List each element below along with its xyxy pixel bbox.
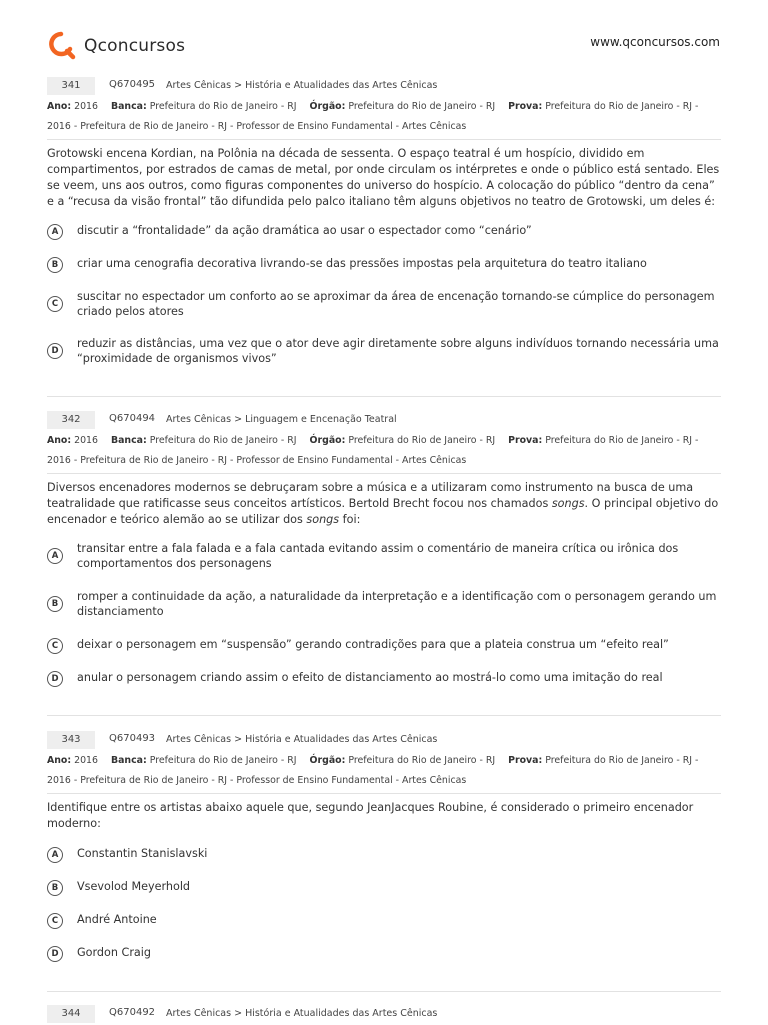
option-letter-a[interactable]: A	[47, 224, 63, 240]
option-letter-d[interactable]: D	[47, 343, 63, 359]
stem-text: . O principal objetivo do encenador e teórico alemão ao se utilizar dos	[47, 497, 719, 526]
prova-value: Prefeitura do Rio de Janeiro - RJ -	[545, 755, 699, 766]
stem-text: Diversos encenadores modernos se debruçaram sobre a música e a utilizaram como instrumento na busca de uma teatralidade que ratificasse seus conceitos artísticos. Bertold Brecht focou nos chamados	[47, 481, 694, 510]
option-letter-b[interactable]: B	[47, 596, 63, 612]
option-text: romper a continuidade da ação, a naturalidade da interpretação e a identificação com o personagem gerando um distanciamento	[77, 590, 717, 618]
site-url[interactable]: www.qconcursos.com	[590, 35, 720, 49]
question-header	[47, 731, 721, 751]
banca-value: Prefeitura do Rio de Janeiro - RJ	[149, 101, 297, 112]
ano-label: Ano:	[47, 435, 72, 446]
option-text: deixar o personagem em “suspensão” gerando contradições para que a plateia construa um “efeito real”	[77, 638, 669, 651]
option-a[interactable]	[47, 541, 721, 571]
prova-value: Prefeitura do Rio de Janeiro - RJ -	[545, 435, 699, 446]
question-meta	[47, 751, 721, 771]
question-category[interactable]: Artes Cênicas > História e Atualidades das Artes Cênicas	[166, 734, 438, 745]
banca-label: Banca:	[110, 755, 147, 766]
brand-name[interactable]: Qconcursos	[84, 36, 186, 56]
question-separator	[47, 715, 721, 716]
option-letter-c[interactable]: C	[47, 296, 63, 312]
option-text: anular o personagem criando assim o efeito de distanciamento ao mostrá-lo como uma imitação do real	[77, 671, 663, 684]
orgao-label: Órgão:	[309, 435, 346, 446]
option-letter-d[interactable]: D	[47, 671, 63, 687]
ano-label: Ano:	[47, 755, 72, 766]
option-c[interactable]	[47, 289, 721, 319]
ano-value: 2016	[74, 435, 98, 446]
option-a[interactable]	[47, 846, 721, 861]
divider	[47, 139, 721, 140]
option-text: suscitar no espectador um conforto ao se aproximar da área de encenação tornando-se cúmplice do personagem criado pelos atores	[77, 290, 715, 318]
prova-label: Prova:	[508, 435, 543, 446]
option-letter-a[interactable]: A	[47, 548, 63, 564]
option-text: reduzir as distâncias, uma vez que o ator deve agir diretamente sobre alguns indivíduos tornando necessária uma “proximidade de organismos vivos”	[77, 337, 719, 365]
question-category[interactable]: Artes Cênicas > História e Atualidades das Artes Cênicas	[166, 80, 438, 91]
qconcursos-logo-icon[interactable]	[46, 30, 76, 60]
option-letter-a[interactable]: A	[47, 847, 63, 863]
option-a[interactable]	[47, 223, 721, 238]
orgao-label: Órgão:	[309, 755, 346, 766]
banca-value: Prefeitura do Rio de Janeiro - RJ	[149, 755, 297, 766]
option-d[interactable]	[47, 336, 721, 366]
option-d[interactable]	[47, 945, 721, 960]
option-text: criar uma cenografia decorativa livrando-se das pressões impostas pela arquitetura do teatro italiano	[77, 257, 647, 270]
option-d[interactable]	[47, 670, 721, 685]
page-header	[0, 0, 768, 70]
question-meta	[47, 431, 721, 451]
orgao-value: Prefeitura do Rio de Janeiro - RJ	[348, 755, 496, 766]
question-header	[47, 1005, 721, 1025]
question-separator	[47, 991, 721, 992]
option-letter-c[interactable]: C	[47, 638, 63, 654]
divider	[47, 793, 721, 794]
question-header	[47, 77, 721, 97]
question-meta-exam: 2016 - Prefeitura de Rio de Janeiro - RJ - Professor de Ensino Fundamental - Artes Cênicas	[47, 121, 467, 132]
question-separator	[47, 396, 721, 397]
question-342	[47, 411, 721, 685]
option-b[interactable]	[47, 589, 721, 619]
option-text: Gordon Craig	[77, 946, 151, 959]
banca-label: Banca:	[110, 435, 147, 446]
question-number: 341	[47, 77, 95, 95]
option-text: Constantin Stanislavski	[77, 847, 208, 860]
question-category[interactable]: Artes Cênicas > Linguagem e Encenação Teatral	[166, 414, 397, 425]
option-c[interactable]	[47, 912, 721, 927]
question-id[interactable]: Q670494	[109, 413, 156, 424]
banca-label: Banca:	[110, 101, 147, 112]
orgao-label: Órgão:	[309, 101, 346, 112]
question-id[interactable]: Q670492	[109, 1007, 156, 1018]
question-id[interactable]: Q670493	[109, 733, 156, 744]
prova-label: Prova:	[508, 101, 543, 112]
question-number: 343	[47, 731, 95, 749]
ano-value: 2016	[74, 755, 98, 766]
option-text: discutir a “frontalidade” da ação dramática ao usar o espectador como “cenário”	[77, 224, 532, 237]
divider	[47, 473, 721, 474]
option-text: André Antoine	[77, 913, 157, 926]
prova-value: Prefeitura do Rio de Janeiro - RJ -	[545, 101, 699, 112]
ano-value: 2016	[74, 101, 98, 112]
option-c[interactable]	[47, 637, 721, 652]
question-number: 342	[47, 411, 95, 429]
option-letter-b[interactable]: B	[47, 257, 63, 273]
stem-text: foi:	[339, 513, 361, 526]
orgao-value: Prefeitura do Rio de Janeiro - RJ	[348, 435, 496, 446]
option-text: Vsevolod Meyerhold	[77, 880, 191, 893]
question-header	[47, 411, 721, 431]
option-letter-c[interactable]: C	[47, 913, 63, 929]
question-stem: Identifique entre os artistas abaixo aquele que, segundo JeanJacques Roubine, é considerado o primeiro encenador moderno:	[47, 801, 694, 830]
option-letter-d[interactable]: D	[47, 946, 63, 962]
option-b[interactable]	[47, 256, 721, 271]
question-stem: Grotowski encena Kordian, na Polônia na década de sessenta. O espaço teatral é um hospício, dividido em compartimentos, por estrados de camas de metal, por onde circulam os intérpretes e onde o público está sentado. Eles se veem, uns aos outros, como figuras componentes do universo do hospício. A colocação do público “dentro da cena” e a “recusa da visão frontal” tão difundida pelo palco italiano têm alguns objetivos no teatro de Grotowski, um deles é:	[47, 147, 720, 208]
stem-emphasis: songs	[551, 497, 585, 510]
banca-value: Prefeitura do Rio de Janeiro - RJ	[149, 435, 297, 446]
ano-label: Ano:	[47, 101, 72, 112]
question-stem	[47, 480, 721, 528]
question-meta-exam: 2016 - Prefeitura de Rio de Janeiro - RJ - Professor de Ensino Fundamental - Artes Cênicas	[47, 455, 467, 466]
orgao-value: Prefeitura do Rio de Janeiro - RJ	[348, 101, 496, 112]
prova-label: Prova:	[508, 755, 543, 766]
question-category[interactable]: Artes Cênicas > História e Atualidades das Artes Cênicas	[166, 1008, 438, 1019]
option-text: transitar entre a fala falada e a fala cantada evitando assim o comentário de maneira crítica ou irônica dos comportamentos dos personagens	[77, 542, 679, 570]
question-344	[47, 1005, 721, 1025]
option-b[interactable]	[47, 879, 721, 894]
question-343	[47, 731, 721, 960]
stem-emphasis: songs	[306, 513, 340, 526]
question-341	[47, 77, 721, 366]
question-id[interactable]: Q670495	[109, 79, 156, 90]
question-meta-exam: 2016 - Prefeitura de Rio de Janeiro - RJ - Professor de Ensino Fundamental - Artes Cênicas	[47, 775, 467, 786]
question-number: 344	[47, 1005, 95, 1023]
question-meta	[47, 97, 721, 117]
option-letter-b[interactable]: B	[47, 880, 63, 896]
